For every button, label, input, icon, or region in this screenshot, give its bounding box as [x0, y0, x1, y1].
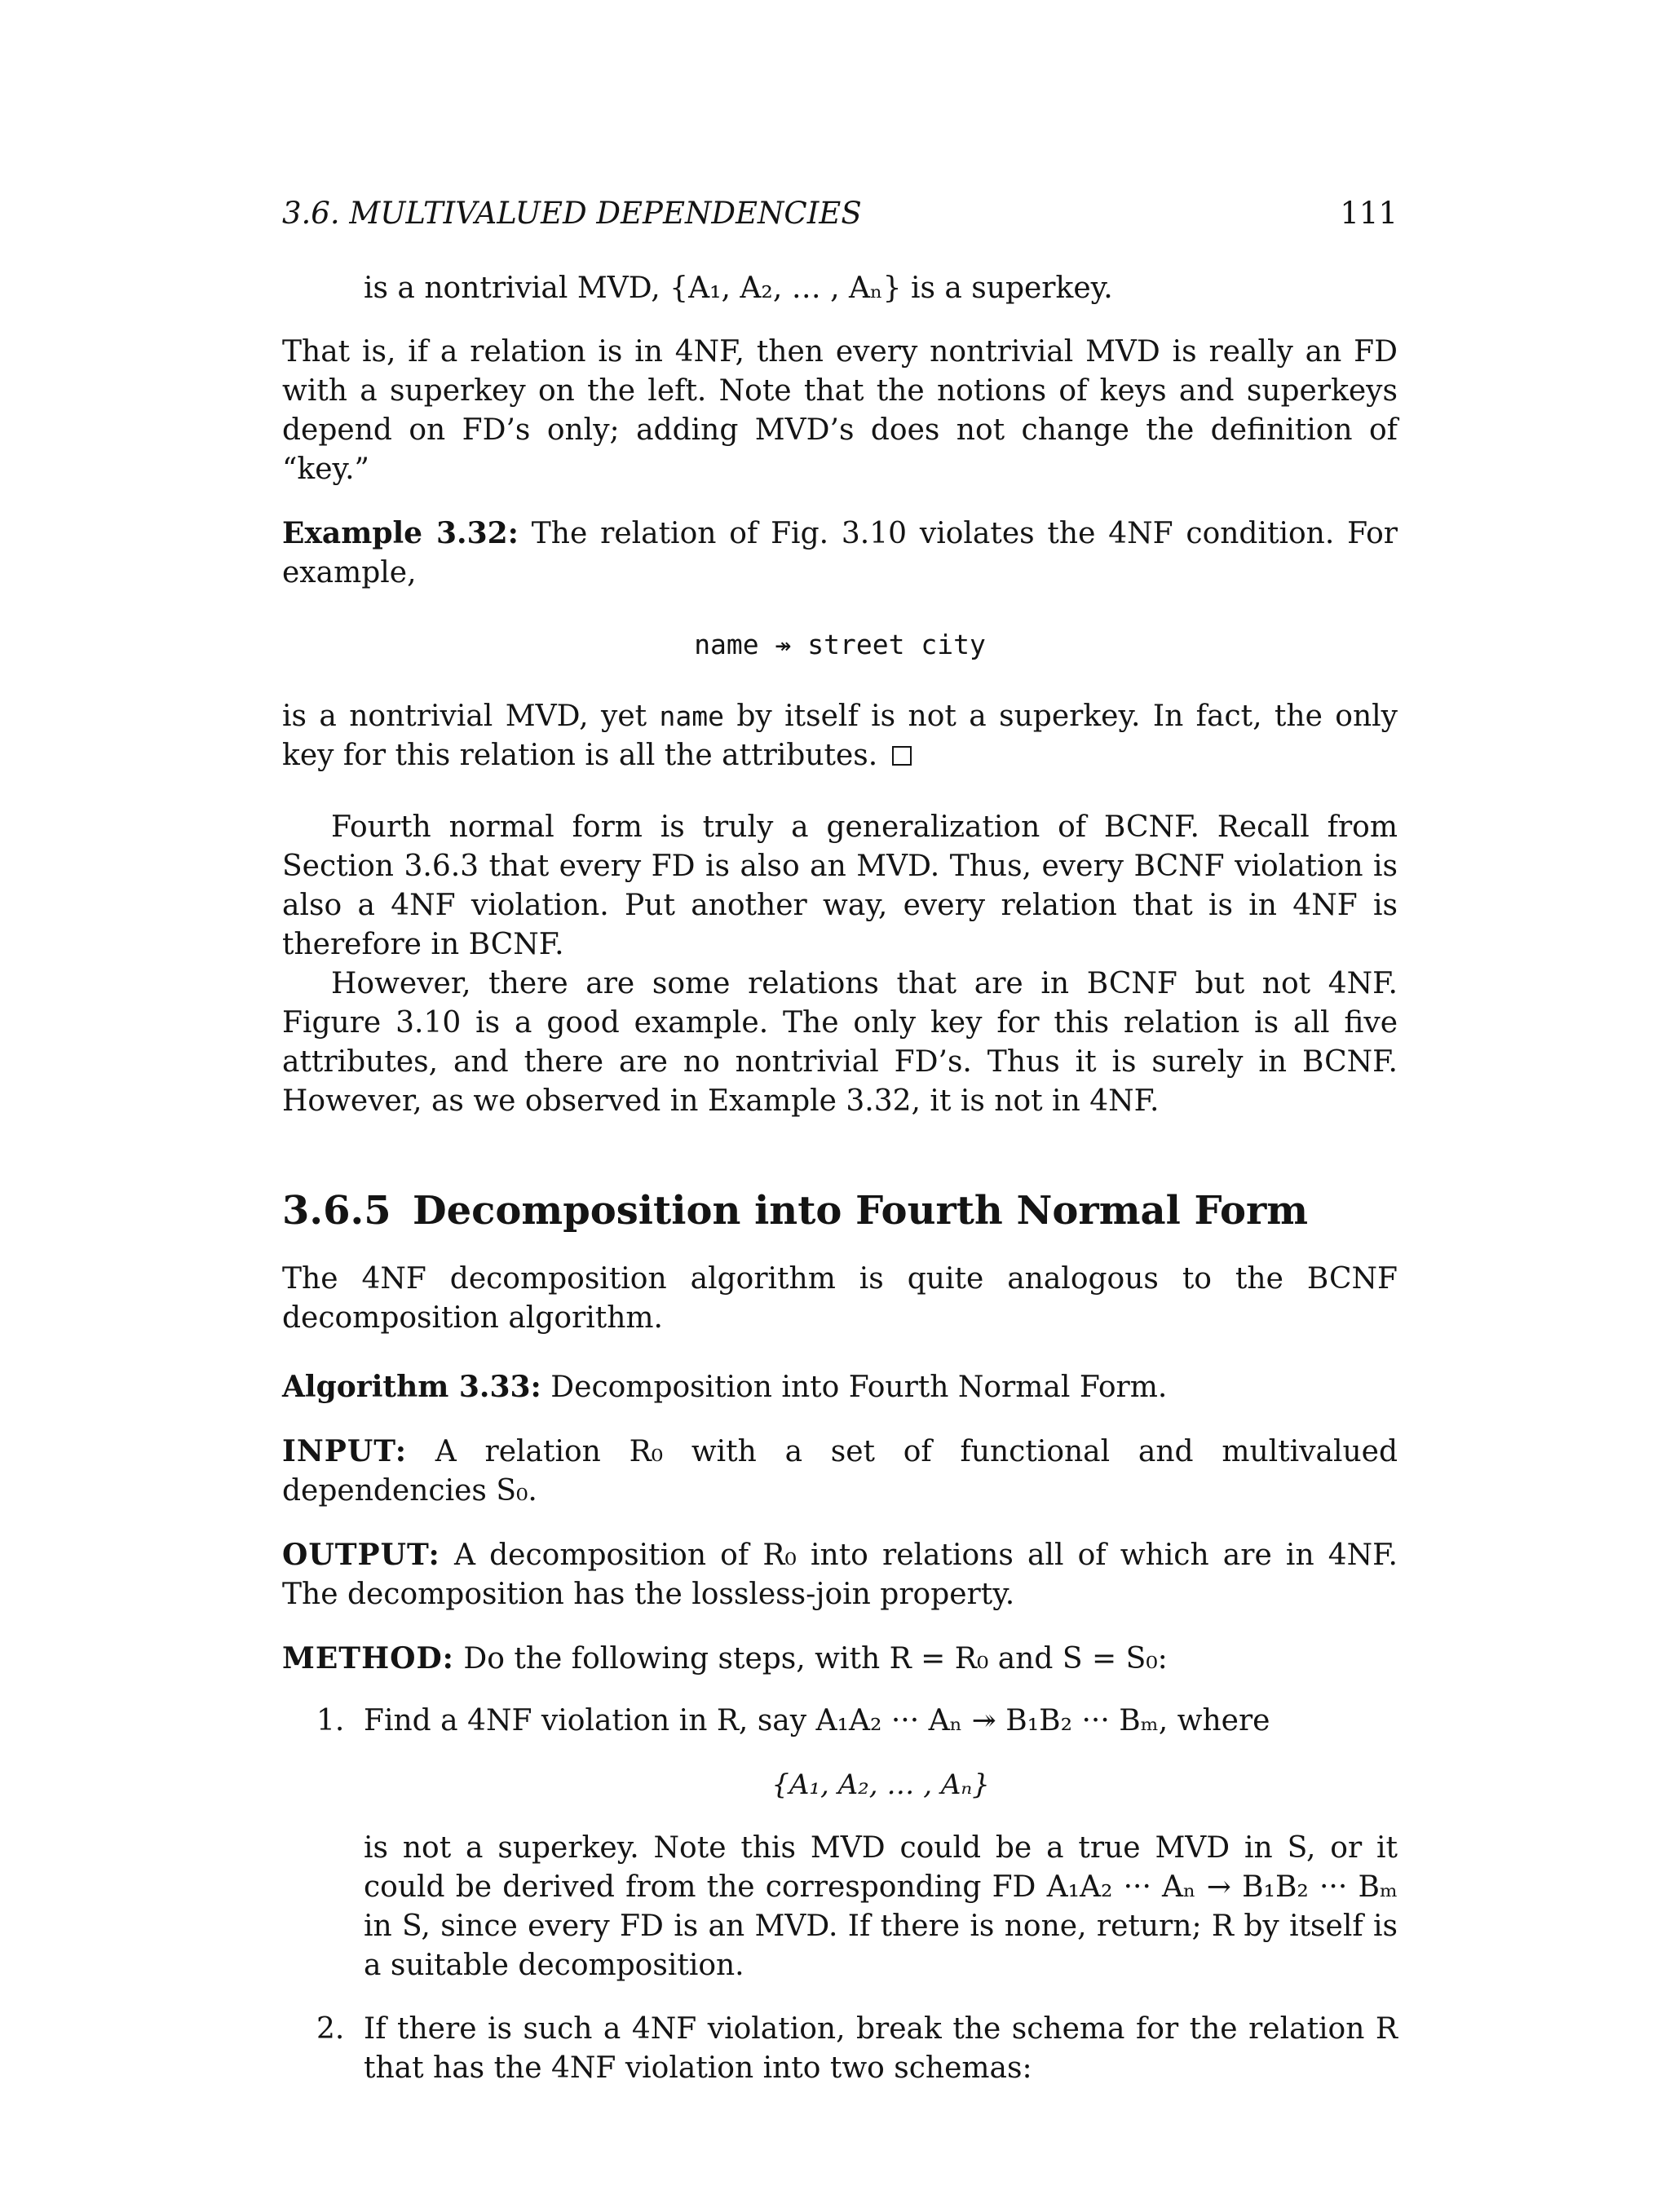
- example-label: Example 3.32:: [282, 516, 519, 550]
- section-heading: [282, 1186, 1398, 1235]
- end-of-example-box-icon: [892, 746, 912, 766]
- method-label: METHOD:: [282, 1641, 454, 1676]
- page: [282, 196, 1398, 2113]
- example-mvd-display: name ↠ street city: [694, 629, 986, 660]
- algorithm-input: [282, 1432, 1398, 1511]
- example-conclusion: [282, 697, 1398, 775]
- output-label: OUTPUT:: [282, 1538, 440, 1572]
- algorithm-method: [282, 1639, 1398, 1679]
- algorithm-title: Decomposition into Fourth Normal Form.: [550, 1371, 1168, 1404]
- algorithm-steps: [282, 1702, 1398, 2088]
- section-intro: The 4NF decomposition algorithm is quite analogous to the BCNF decomposition algorithm.: [282, 1262, 1398, 1335]
- example-conclusion-post: by itself is not a superkey. In fact, the only key for this relation is all the attributes.: [282, 700, 1398, 772]
- step-number: 2.: [316, 2012, 345, 2046]
- example-conclusion-code: name: [659, 700, 724, 732]
- continued-line: is a nontrivial MVD, {A₁, A₂, … , Aₙ} is a superkey.: [364, 272, 1113, 305]
- running-title: 3.6. MULTIVALUED DEPENDENCIES: [282, 196, 862, 231]
- page-header: [282, 196, 1398, 245]
- page-number: 111: [1340, 196, 1398, 231]
- output-text: A decomposition of R₀ into relations all of which are in 4NF. The decomposition has the lossless-join property.: [282, 1539, 1398, 1611]
- section-title: Decomposition into Fourth Normal Form: [413, 1188, 1309, 1234]
- algorithm-heading: [282, 1367, 1398, 1407]
- example-text: The relation of Fig. 3.10 violates the 4NF condition. For example,: [282, 517, 1398, 589]
- step-text: If there is such a 4NF violation, break the schema for the relation R that has the 4NF violation into two schemas:: [364, 2012, 1398, 2085]
- algorithm-output: [282, 1535, 1398, 1614]
- section-number: 3.6.5: [282, 1188, 391, 1234]
- step-display: {A₁, A₂, … , Aₙ}: [771, 1768, 990, 1801]
- step-1: [282, 1702, 1398, 1985]
- paragraph-bcnf-not-4nf: However, there are some relations that are in BCNF but not 4NF. Figure 3.10 is a good example. The only key for this relation is all five attributes, and there are no nontrivial FD’s. Thus it is surely in BCNF. However, as we observed in Example 3.32, it is not in 4NF.: [282, 967, 1398, 1118]
- step-2: [282, 2010, 1398, 2088]
- paragraph-4nf-meaning: That is, if a relation is in 4NF, then every nontrivial MVD is really an FD with a superkey on the left. Note that the notions of keys and superkeys depend on FD’s only; adding MVD’s does not change the definition of “key.”: [282, 335, 1398, 486]
- example-conclusion-pre: is a nontrivial MVD, yet: [282, 700, 647, 733]
- input-label: INPUT:: [282, 1434, 408, 1468]
- method-text: Do the following steps, with R = R₀ and S = S₀:: [463, 1642, 1168, 1676]
- step-number: 1.: [316, 1704, 345, 1737]
- paragraph-generalization: Fourth normal form is truly a generalization of BCNF. Recall from Section 3.6.3 that every FD is also an MVD. Thus, every BCNF violation is also a 4NF violation. Put another way, every relation that is in 4NF is therefore in BCNF.: [282, 810, 1398, 961]
- step-continuation: is not a superkey. Note this MVD could be a true MVD in S, or it could be derived from the corresponding FD A₁A₂ ··· Aₙ → B₁B₂ ··· Bₘ in S, since every FD is an MVD. If there is none, return; R by itself is a suitable decomposition.: [364, 1831, 1398, 1982]
- step-text: Find a 4NF violation in R, say A₁A₂ ··· Aₙ ↠ B₁B₂ ··· Bₘ, where: [364, 1704, 1270, 1737]
- algorithm-label: Algorithm 3.33:: [282, 1370, 541, 1404]
- input-text: A relation R₀ with a set of functional and multivalued dependencies S₀.: [282, 1435, 1398, 1508]
- example-3-32: [282, 514, 1398, 593]
